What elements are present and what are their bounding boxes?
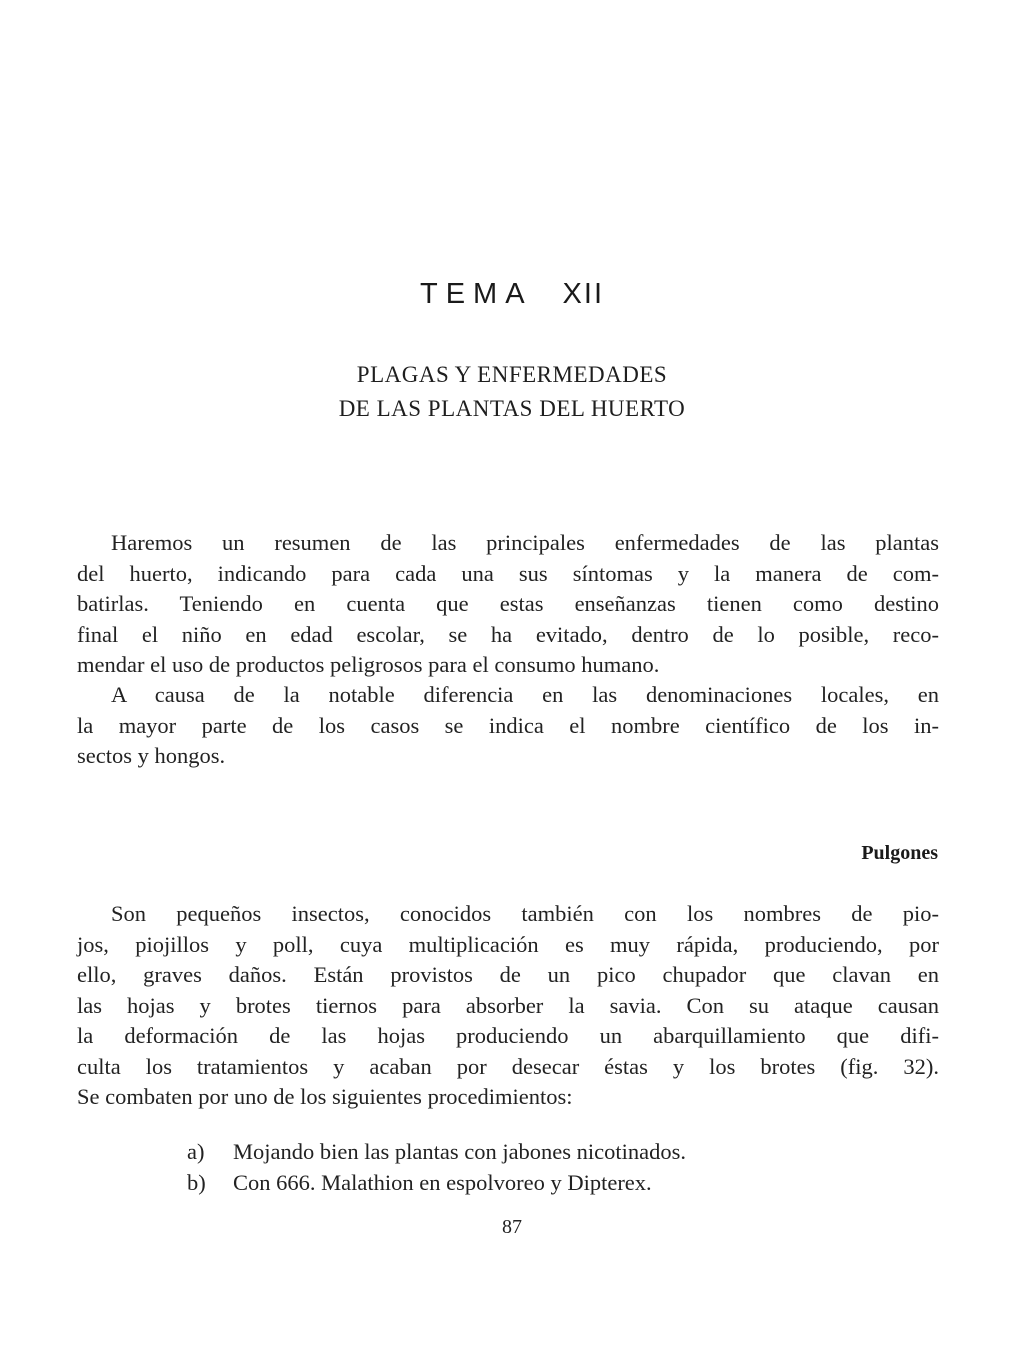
text-line: jos, piojillos y poll, cuya multiplicación es muy rápida, produciendo, por (77, 931, 939, 957)
list-item-text: Mojando bien las plantas con jabones nicotinados. (233, 1139, 687, 1164)
chapter-word: TEMA (419, 278, 533, 310)
text-line: la deformación de las hojas produciendo un abarquillamiento que difi- (77, 1023, 939, 1048)
chapter-title-line-2: DE LAS PLANTAS DEL HUERTO (338, 396, 686, 421)
text-line: sectos y hongos. (77, 743, 226, 768)
text-line: culta los tratamientos y acaban por desecar éstas y los brotes (fig. 32). (77, 1053, 939, 1079)
list-marker: a) (187, 1139, 205, 1164)
list-marker: b) (187, 1170, 206, 1195)
text-line: las hojas y brotes tiernos para absorber la savia. Con su ataque causan (77, 992, 939, 1018)
treatment-list (187, 1136, 686, 1198)
text-line: Se combaten por uno de los siguientes procedimientos: (77, 1084, 573, 1109)
chapter-title-line-1: PLAGAS Y ENFERMEDADES (356, 362, 668, 387)
text-line: la mayor parte de los casos se indica el nombre científico de los in- (77, 712, 939, 738)
intro-paragraph-2 (77, 680, 939, 772)
list-item (187, 1167, 686, 1198)
section-paragraph (77, 899, 939, 1113)
text-line: mendar el uso de productos peligrosos para el consumo humano. (77, 652, 660, 677)
section-heading: Pulgones (861, 842, 938, 864)
text-line: batirlas. Teniendo en cuenta que estas enseñanzas tienen como destino (77, 591, 939, 616)
chapter-label (0, 278, 1024, 311)
page-number: 87 (502, 1216, 522, 1238)
intro-paragraph-1 (77, 528, 939, 681)
text-line: Son pequeños insectos, conocidos también con los nombres de pio- (111, 901, 939, 926)
list-item (187, 1136, 686, 1167)
text-line: final el niño en edad escolar, se ha evitado, dentro de lo posible, reco- (77, 621, 939, 647)
text-line: del huerto, indicando para cada una sus síntomas y la manera de com- (77, 560, 939, 586)
chapter-number: XII (562, 278, 605, 310)
text-line: A causa de la notable diferencia en las denominaciones locales, en (111, 682, 939, 707)
text-line: Haremos un resumen de las principales enfermedades de las plantas (111, 530, 939, 555)
list-item-text: Con 666. Malathion en espolvoreo y Dipterex. (233, 1170, 652, 1195)
text-line: ello, graves daños. Están provistos de un pico chupador que clavan en (77, 962, 939, 987)
